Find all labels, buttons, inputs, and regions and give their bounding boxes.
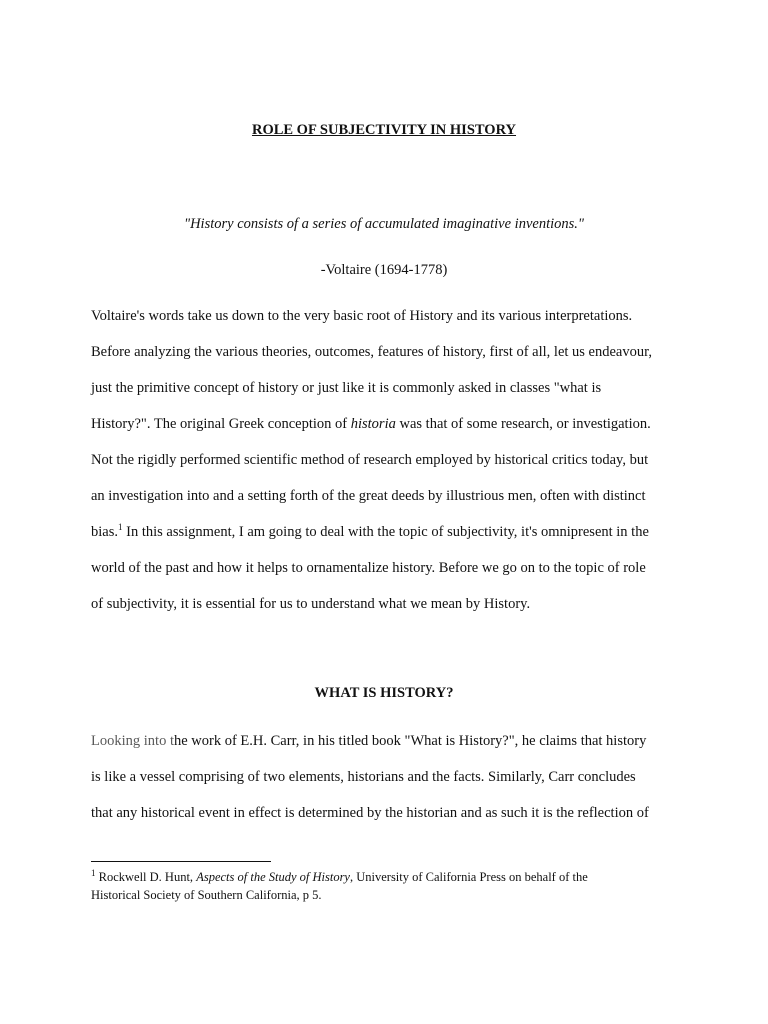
paragraph-line: History?". The original Greek conception of historia was that of some research, or investigation. [91, 416, 651, 432]
footnote-number: 1 [91, 867, 96, 878]
paragraph-line: an investigation into and a setting forth of the great deeds by illustrious men, often with distinct [91, 488, 646, 504]
footnote-line-2: Historical Society of Southern California, p 5. [91, 888, 322, 902]
paragraph-line: world of the past and how it helps to ornamentalize history. Before we go on to the topic of role [91, 560, 646, 576]
paragraph-line: is like a vessel comprising of two elements, historians and the facts. Similarly, Carr concludes [91, 769, 636, 785]
paragraph-line: of subjectivity, it is essential for us to understand what we mean by History. [91, 596, 531, 612]
italic-term: historia [350, 416, 396, 432]
footnote: $^1$ Rockwell D. Hunt, Aspects of the Study of History, University of California Press on behalf of the [91, 867, 588, 884]
paragraph-line: bias.$^1$ In this assignment, I am going to deal with the topic of subjectivity, it's omnipresent in the [91, 522, 649, 540]
paragraph-line: Before analyzing the various theories, outcomes, features of history, first of all, let us endeavour, [91, 344, 652, 360]
paragraph-line: Not the rigidly performed scientific method of research employed by historical critics today, but [91, 452, 649, 468]
paragraph-line: Voltaire's words take us down to the very basic root of History and its various interpretations. [91, 308, 633, 324]
document-title: ROLE OF SUBJECTIVITY IN HISTORY [251, 122, 517, 138]
epigraph-attribution: -Voltaire (1694-1778) [320, 262, 448, 278]
epigraph-quote: "History consists of a series of accumulated imaginative inventions." [183, 216, 584, 232]
footnote-divider [91, 861, 271, 862]
paragraph-line: Looking into the work of E.H. Carr, in his titled book "What is History?", he claims that history [91, 733, 647, 749]
paragraph-line: just the primitive concept of history or just like it is commonly asked in classes "what is [91, 380, 602, 396]
footnote-reference[interactable]: 1 [117, 522, 123, 533]
section-heading: WHAT IS HISTORY? [314, 685, 454, 701]
paragraph-line: that any historical event in effect is determined by the historian and as such it is the reflection of [91, 805, 649, 821]
